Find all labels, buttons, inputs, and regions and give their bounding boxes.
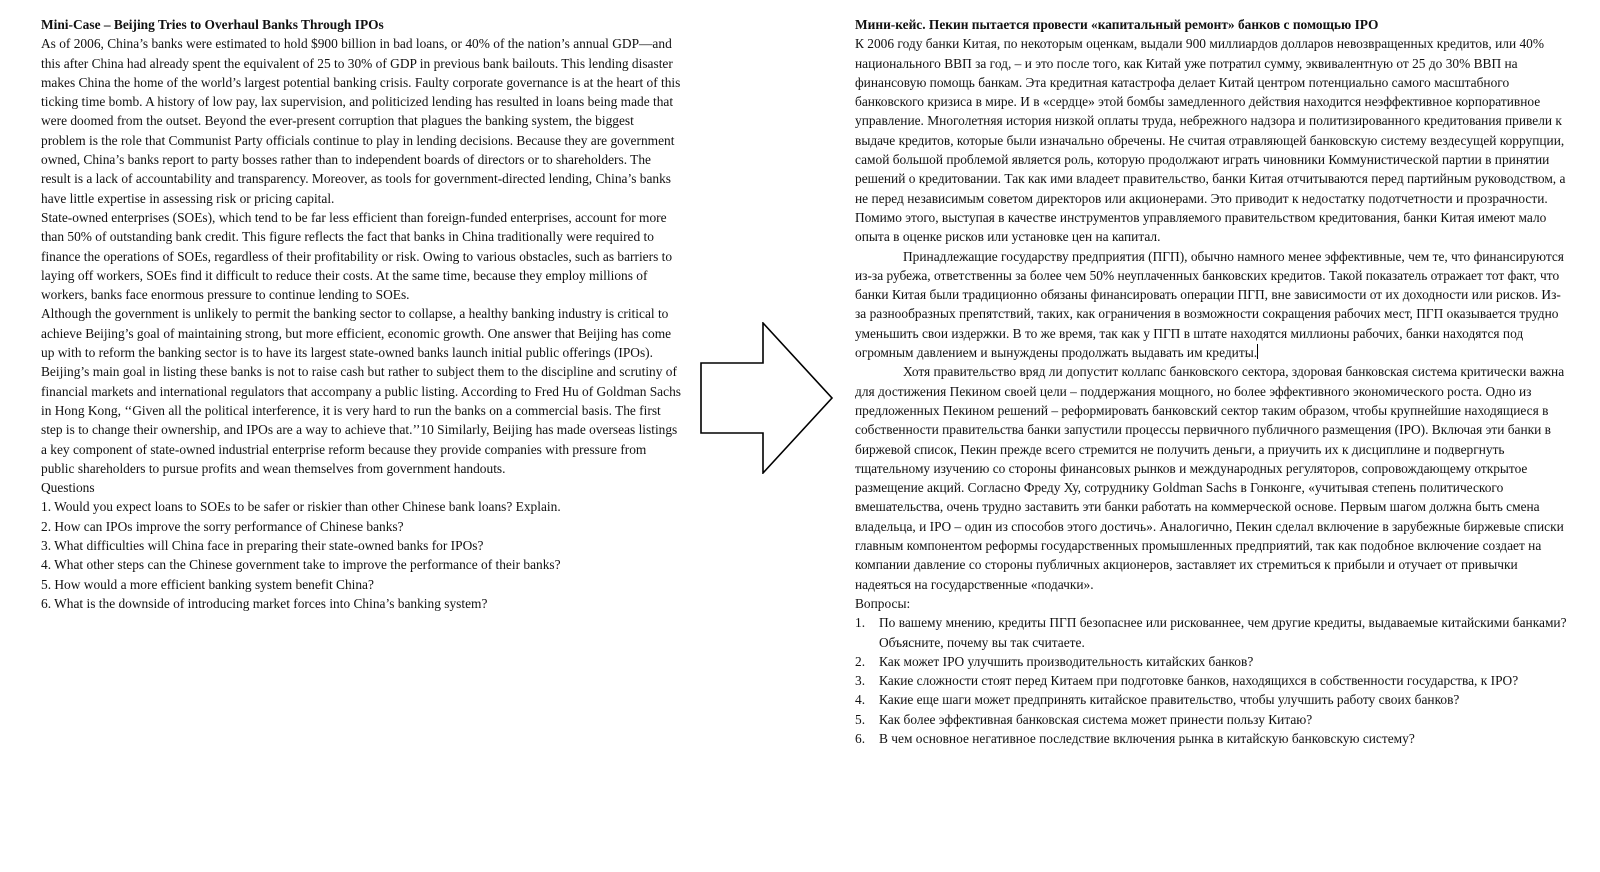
english-question: 4. What other steps can the Chinese government take to improve the performance of their banks? (41, 557, 561, 573)
english-paragraph-1: As of 2006, China’s banks were estimated to hold $900 billion in bad loans, or 40% of the nation’s annual GDP—and this after China had already spent the equivalent of 25 to 30% of GDP in previous bank bailouts. This lending disaster makes China the home of the world’s largest potential banking crisis. Faulty corporate governance is at the heart of this ticking time bomb. A history of low pay, lax supervision, and politicized lending has resulted in loans being made that were doomed from the outset. Beyond the ever-present corruption that plagues the banking system, the biggest problem is the role that Communist Party officials continue to play in lending decisions. Because they are government owned, China’s banks report to party bosses rather than to independent boards of directors or to shareholders. The result is a lack of accountability and transparency. Moreover, as tools for government-directed lending, China’s banks have little expertise in assessing risk or pricing capital. (41, 36, 681, 206)
question-number: 5. (855, 711, 866, 727)
russian-question (855, 710, 1567, 729)
question-number: 6. (855, 730, 866, 746)
question-text: В чем основное негативное последствие включения рынка в китайскую банковскую систему? (879, 730, 1415, 746)
english-paragraph-2: State-owned enterprises (SOEs), which tend to be far less efficient than foreign-funded enterprises, account for more than 50% of outstanding bank credit. This figure reflects the fact that banks in China traditionally were required to finance the operations of SOEs, regardless of their profitability or risk. Owing to various obstacles, such as barriers to laying off workers, SOEs find it difficult to reduce their costs. At the same time, because they employ millions of workers, banks face enormous pressure to continue lending to SOEs. (41, 209, 673, 303)
english-question: 6. What is the downside of introducing market forces into China’s banking system? (41, 595, 488, 611)
russian-questions-list (855, 613, 1567, 748)
russian-paragraph-2 (855, 247, 1567, 363)
english-title: Mini-Case – Beijing Tries to Overhaul Banks Through IPOs (41, 17, 384, 32)
question-number: 2. (855, 653, 866, 669)
russian-paragraph-3: Хотя правительство вряд ли допустит коллапс банковского сектора, здоровая банковская система критически важна для достижения Пекином своей цели – поддержания мощного, но более эффективного экономического роста. Одно из предложенных Пекином решений – реформировать банковский сектор таким образом, чтобы крупнейшие находящиеся в собственности правительства банки запустили процессы первичного публичного размещения (IPO). Включая эти банки в биржевой список, Пекин прежде всего стремится не получить деньги, а приучить их к дисциплине и подвергнуть тщательному изучению со стороны финансовых рынков и международных регуляторов, сопровождающему открытое размещение акций. Согласно Фреду Ху, сотруднику Goldman Sachs в Гонконге, «учитывая степень политического вмешательства, очень трудно заставить эти банки работать на коммерческой основе. Первым шагом должна быть смена владельца, и IPO – один из способов этого достичь». Аналогично, Пекин сделал включение в зарубежные биржевые списки главным компонентом реформы государственных промышленных предприятий, так как подобное включение создает на компании давление со стороны публичных акционеров, заставляет их стремиться к прибыли и отучает от привычки надеяться на государственные «подачки». (855, 364, 1565, 592)
english-questions-heading: Questions (41, 480, 95, 496)
russian-document (855, 15, 1567, 748)
russian-title: Мини-кейс. Пекин пытается провести «капитальный ремонт» банков с помощью IPO (855, 17, 1379, 32)
right-arrow-icon (700, 322, 834, 474)
question-number: 4. (855, 692, 866, 708)
question-text: Как более эффективная банковская система может принести пользу Китаю? (879, 711, 1313, 727)
russian-question (855, 671, 1567, 690)
russian-questions-heading: Вопросы: (855, 595, 911, 611)
russian-paragraph-2-text: Принадлежащие государству предприятия (ПГП), обычно намного менее эффективные, чем те, что финансируются из-за рубежа, ответственны за более чем 50% неуплаченных банковских кредитов. Такой показатель отражает тот факт, что банки Китая были традиционно обязаны финансировать операции ПГП, вне зависимости от их доходности или рисков. Из-за разнообразных препятствий, таких, как ограничения в возможности сокращения рабочих мест, ПГП оказывается трудно уменьшить свои издержки. В то же время, так как у ПГП в штате находятся миллионы рабочих, банки находятся под огромным давлением и вынуждены продолжать выдавать им кредиты. (855, 248, 1564, 361)
question-text: Как может IPO улучшить производительность китайских банков? (879, 653, 1254, 669)
question-text: Какие еще шаги может предпринять китайское правительство, чтобы улучшить работу своих банков? (879, 692, 1460, 708)
question-text: Какие сложности стоят перед Китаем при подготовке банков, находящихся в собственности государства, к IPO? (879, 673, 1519, 689)
russian-paragraph-1: К 2006 году банки Китая, по некоторым оценкам, выдали 900 миллиардов долларов невозвращенных кредитов, или 40% национального ВВП за год, – и это после того, как Китай уже потратил сумму, эквивалентную от 25 до 30% ВВП на финансовую помощь банкам. Эта кредитная катастрофа делает Китай центром потенциально самого масштабного банковского кризиса в мире. И в «сердце» этой бомбы замедленного действия находится неэффективное корпоративное управление. Многолетняя история низкой оплаты труда, небрежного надзора и политизированного кредитования привели к выдаче кредитов, которые были изначально обречены. Не считая отравляющей банковскую систему вездесущей коррупции, самой большой проблемой является роль, которую продолжают играть чиновники Коммунистической партии в принятии решений о кредитовании. Так как ими владеет правительство, банки Китая отчитываются перед партийным руководством, а не перед независимым советом директоров или акционерами. Это приводит к недостатку подотчетности и прозрачности. Помимо этого, выступая в качестве инструментов управляемого правительством кредитования, банки Китая имеют мало опыта в оценке рисков или установке цен на капитал. (855, 36, 1566, 245)
english-questions-list (41, 497, 681, 613)
russian-question (855, 729, 1567, 748)
english-question: 2. How can IPOs improve the sorry performance of Chinese banks? (41, 518, 404, 534)
english-paragraph-3: Although the government is unlikely to permit the banking sector to collapse, a healthy banking industry is critical to achieve Beijing’s goal of maintaining strong, but more efficient, economic growth. One answer that Beijing has come up with to reform the banking sector is to have its largest state-owned banks launch initial public offerings (IPOs). Beijing’s main goal in listing these banks is not to raise cash but rather to subject them to the discipline and scrutiny of financial markets and international regulators that accompany a public listing. According to Fred Hu of Goldman Sachs in Hong Kong, ‘‘Given all the political interference, it is very hard to run the banks on a commercial basis. The first step is to change their ownership, and IPOs are a way to achieve that.’’10 Similarly, Beijing has made overseas listings a key component of state-owned industrial enterprise reform because they provide companies with pressure from public shareholders to pursue profits and wean themselves from government handouts. (41, 306, 681, 476)
russian-question (855, 613, 1567, 652)
russian-question (855, 652, 1567, 671)
english-question: 1. Would you expect loans to SOEs to be safer or riskier than other Chinese bank loans? Explain. (41, 499, 561, 515)
text-cursor (1257, 344, 1258, 359)
english-question: 5. How would a more efficient banking system benefit China? (41, 576, 374, 592)
question-text: По вашему мнению, кредиты ПГП безопаснее или рискованнее, чем другие кредиты, выдаваемые китайскими банками? Объясните, почему вы так считаете. (879, 615, 1567, 650)
english-question: 3. What difficulties will China face in preparing their state-owned banks for IPOs? (41, 538, 484, 554)
question-number: 3. (855, 673, 866, 689)
english-document (41, 15, 681, 613)
russian-question (855, 690, 1567, 709)
question-number: 1. (855, 615, 866, 631)
